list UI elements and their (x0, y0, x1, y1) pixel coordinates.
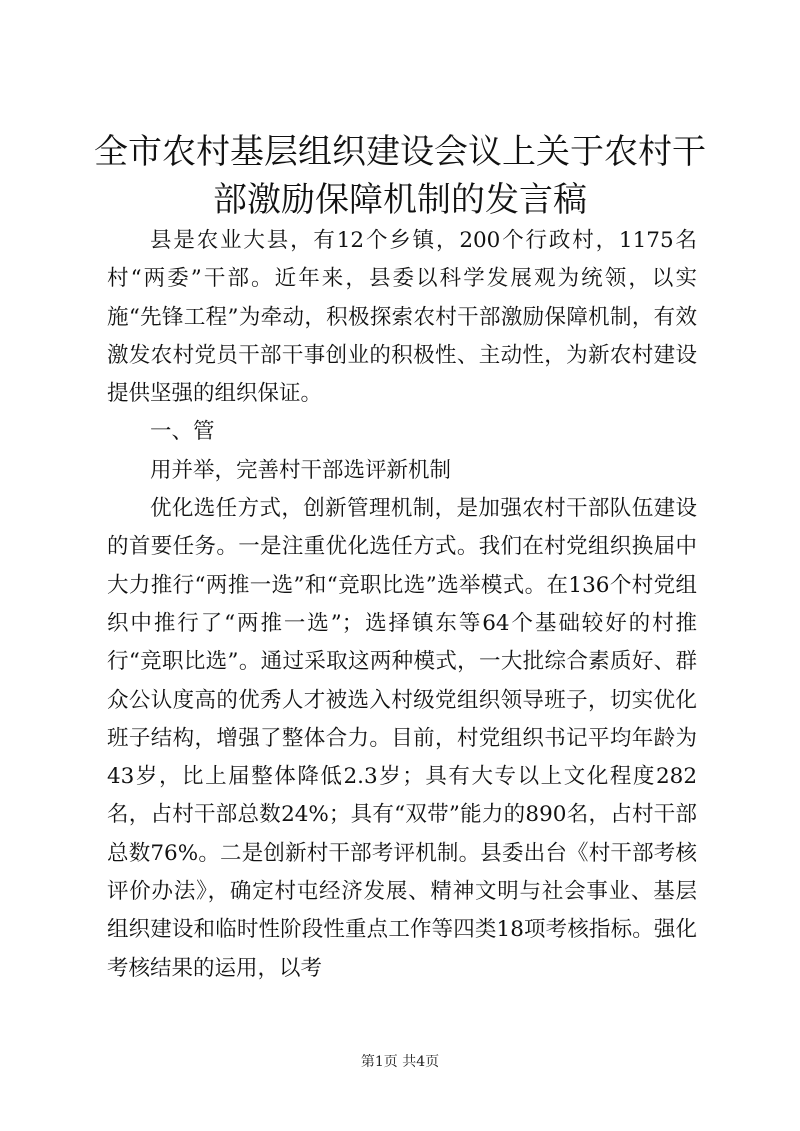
page-number-footer: 第1页 共4页 (360, 1054, 440, 1070)
section-heading-part1: 一、管 (150, 419, 215, 445)
document-title: 全市农村基层组织建设会议上关于农村干部激励保障机制的发言稿 (94, 132, 706, 220)
paragraph-body: 优化选任方式，创新管理机制，是加强农村干部队伍建设的首要任务。一是注重优化选任方式。我们在村党组织换届中大力推行“两推一选”和“竞职比选”选举模式。在136个村党组织中推行了“两推一选”；选择镇东等64个基础较好的村推行“竞职比选”。通过采取这两种模式，一大批综合素质好、群众公认度高的优秀人才被选入村级党组织领导班子，切实优化班子结构，增强了整体合力。目前，村党组织书记平均年龄为43岁，比上届整体降低2.3岁；具有大专以上文化程度282名，占村干部总数24%；具有“双带”能力的890名，占村干部总数76%。二是创新村干部考评机制。县委出台《村干部考核评价办法》，确定村屯经济发展、精神文明与社会事业、基层组织建设和临时性阶段性重点工作等四类18项考核指标。强化考核结果的运用，以考 (107, 496, 697, 981)
paragraph-intro: 县是农业大县，有12个乡镇，200个行政村，1175名村“两委”干部。近年来，县委以科学发展观为统领，以实施“先锋工程”为牵动，积极探索农村干部激励保障机制，有效激发农村党员干部干事创业的积极性、主动性，为新农村建设提供坚强的组织保证。 (107, 228, 697, 407)
document-body (107, 222, 697, 988)
section-heading-part2: 用并举，完善村干部选评新机制 (150, 457, 452, 483)
